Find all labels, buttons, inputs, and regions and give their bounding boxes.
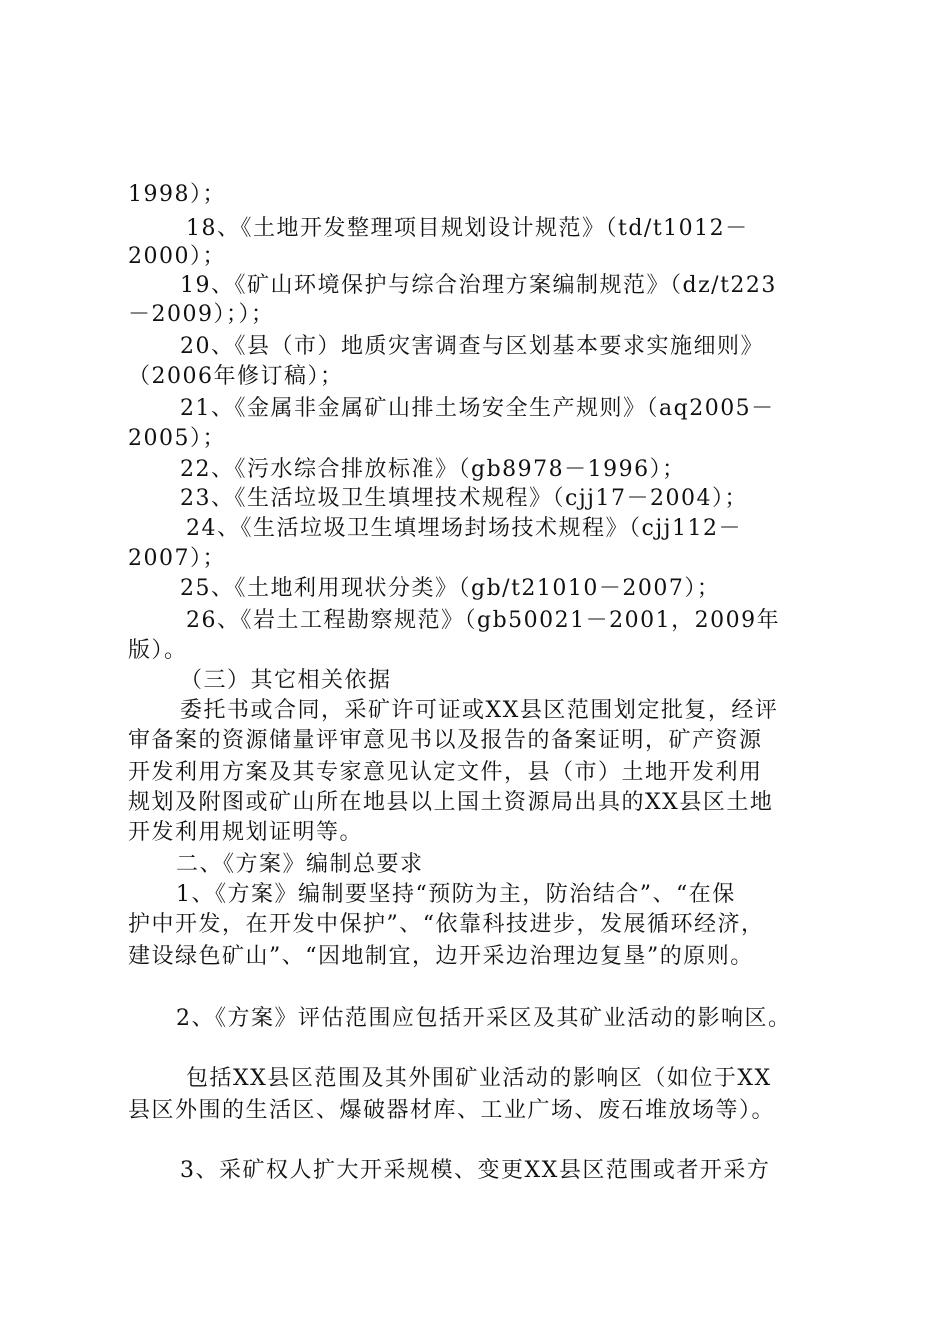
text-line: 26、《岩土工程勘察规范》（gb50021－2001，2009年 [186, 608, 781, 633]
text-line: 包括XX县区范围及其外围矿业活动的影响区（如位于XX [186, 1066, 772, 1091]
text-line: 25、《土地利用现状分类》（gb/t21010－2007）； [180, 576, 721, 601]
text-line: 建设绿色矿山”、“因地制宜，边开采边治理边复垦”的原则。 [128, 944, 754, 969]
text-line: 版）。 [128, 638, 188, 663]
text-line: 委托书或合同，采矿许可证或XX县区范围划定批复，经评 [180, 698, 779, 723]
text-line: 2005）； [128, 426, 226, 451]
text-line: 审备案的资源储量评审意见书以及报告的备案证明，矿产资源 [128, 728, 763, 753]
text-line: 24、《生活垃圾卫生填埋场封场技术规程》（cjj112－ [186, 516, 742, 541]
text-line: 规划及附图或矿山所在地县以上国土资源局出具的XX县区土地 [128, 790, 774, 815]
text-line: 2007）； [128, 546, 226, 571]
text-line: 1998）； [128, 182, 226, 207]
text-line: 2000）； [128, 244, 226, 269]
text-line: （三）其它相关依据 [180, 668, 392, 693]
text-line: 20、《县（市）地质灾害调查与区划基本要求实施细则》 [180, 334, 764, 359]
text-line: 二、《方案》编制总要求 [176, 852, 424, 877]
text-line: －2009）；）； [128, 302, 275, 327]
text-line: 开发利用规划证明等。 [128, 820, 364, 845]
text-line: 21、《金属非金属矿山排土场安全生产规则》（aq2005－ [180, 396, 775, 421]
text-line: 护中开发，在开发中保护”、“依靠科技进步，发展循环经济， [128, 912, 765, 937]
text-line: 23、《生活垃圾卫生填埋技术规程》（cjj17－2004）； [180, 486, 748, 511]
text-line: （2006年修订稿）； [128, 364, 344, 389]
text-line: 18、《土地开发整理项目规划设计规范》（td/t1012－ [186, 216, 749, 241]
text-line: 19、《矿山环境保护与综合治理方案编制规范》（dz/t223 [180, 273, 777, 298]
text-line: 3、采矿权人扩大开采规模、变更XX县区范围或者开采方 [180, 1158, 771, 1183]
text-line: 开发利用方案及其专家意见认定文件，县（市）土地开发利用 [128, 760, 763, 785]
text-line: 1、《方案》编制要坚持“预防为主，防治结合”、“在保 [176, 882, 736, 907]
text-line: 县区外围的生活区、爆破器材库、工业广场、废石堆放场等）。 [128, 1098, 776, 1123]
text-line: 22、《污水综合排放标准》（gb8978－1996）； [180, 457, 686, 482]
text-line: 2、《方案》评估范围应包括开采区及其矿业活动的影响区。 [176, 1006, 792, 1031]
